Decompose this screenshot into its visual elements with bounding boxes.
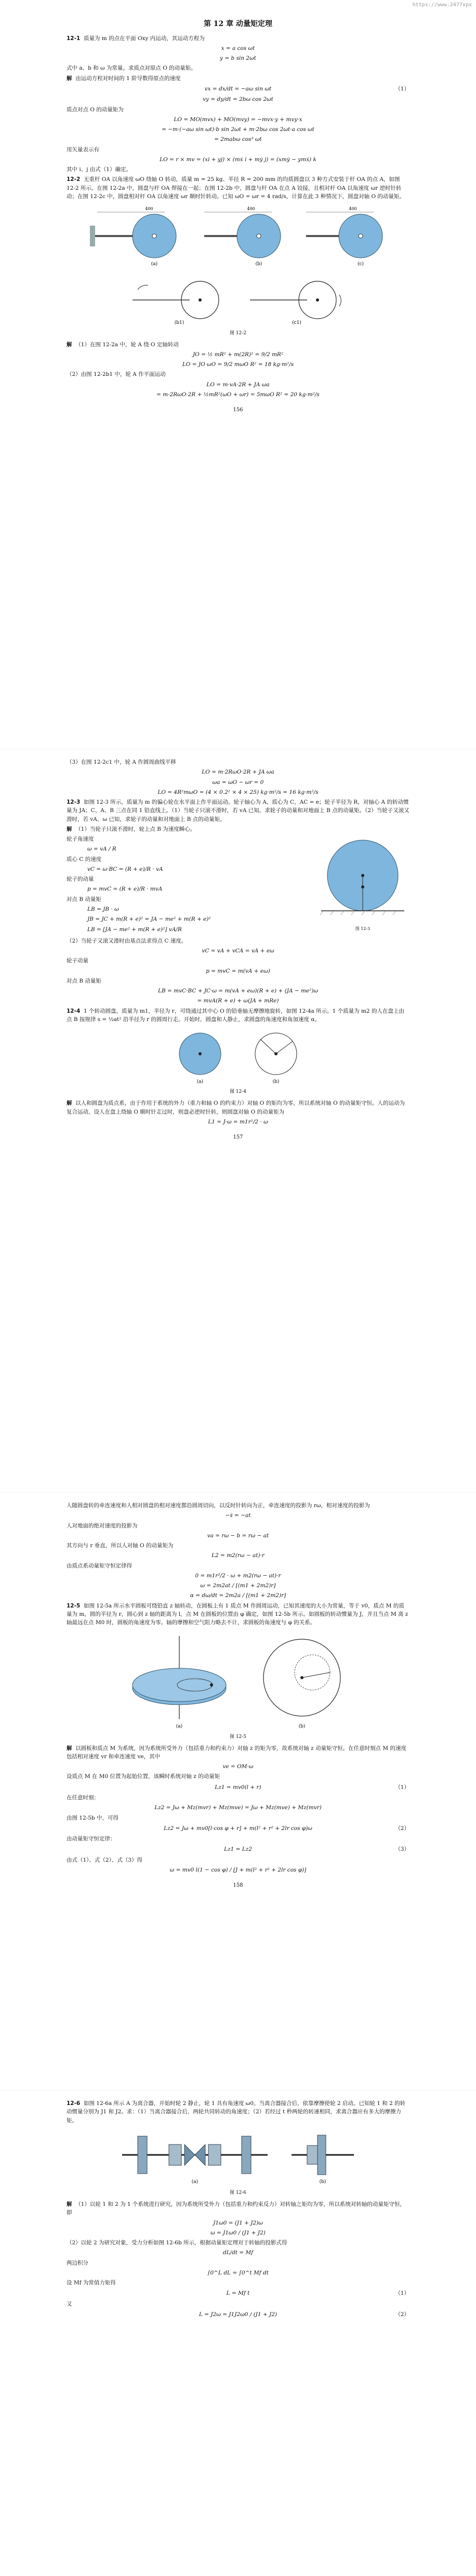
figure-12-4b [245,1028,307,1088]
paragraph: 又 [67,2300,72,2307]
problem-12-2 [67,175,409,201]
subfigure-label: (b) [319,2179,326,2185]
equation: ω = 2m2at / [(m1 + 2m2)r] [200,1583,276,1589]
equation: ve = OM·ω [222,1763,254,1770]
paragraph: 两边积分 [67,2259,88,2266]
problem-label: 12-6 [67,2100,81,2107]
paragraph: 用矢量表示有 [67,146,99,153]
dimension-label: 400 [349,206,357,212]
paragraph: 式中 a、b 和 ω 为常量。求质点对原点 O 的动量矩。 [67,65,196,72]
equation-text: L = Mf t [226,2290,250,2297]
equation [67,1845,409,1853]
dimension-label: 400 [247,206,255,212]
solution-text: （1）当轮子只滚不滑时，轮上点 B 为速度瞬心。 [75,826,196,832]
figure-12-5a [122,1631,236,1732]
problem-text: 质量为 m 的点在平面 Oxy 内运动，其运动方程为 [83,35,205,42]
solution-label: 解 [67,1100,72,1107]
equation: = −m·(−aω sin ωt)·b sin 2ωt + m·2bω cos 2ωt·a cos ωt [162,126,314,133]
equation: vC = vA + vCA = vA + eω [202,948,274,954]
problem-text: 无重杆 OA 以角速度 ωO 绕轴 O 转动，质量 m = 25 kg、半径 R = 200 mm 的均质圆盘以 3 种方式安装于杆 OA 的点 A，如图 12-2 所示。在图 12-2a 中，圆盘与杆 OA 焊接在一起；在图 12-2b 中，圆盘与杆 OA 在点 A 铰接，且相对杆 OA 以角速度 ωr 逆时针转动；在图 12-2c 中，圆盘相对杆 OA 以角速度 ωr 顺时针转动。已知 ωO = ωr = 4 rad/s，计算在此 3 种情况下，圆盘对轴 O 的动量矩。 [67,176,405,200]
paragraph: 其方向与 r 垂直，所以人对轴 O 的动量矩为 [67,1542,174,1549]
equation: L2 = m2(rω − at)·r [211,1552,265,1559]
equation: LO = m·2RωO·2R + JA ωa [202,769,274,776]
figure-12-4a [169,1028,231,1088]
dimension-label: 400 [145,206,153,212]
equation-text: Lz1 = mv0(l + r) [215,1784,261,1790]
equation-text: L = J2ω = J1J2ω0 / (J1 + J2) [199,2311,277,2318]
paragraph: 人对地面的绝对速度的投影为 [67,1522,138,1529]
solution [67,1099,409,1116]
equation: 0 = m1r²/2 · ω + m2(rω − at)·r [195,1572,281,1579]
problem-label: 12-4 [67,1008,81,1014]
equation: α = dω/dt = 2m2a / [(m1 + 2m2)r] [190,1592,286,1599]
equation-number: （2） [395,1825,409,1832]
equation: LB = JB · ω [87,906,119,912]
problem-text: 1 个转动圆盘，质量为 m1，半径为 r，可绕通过其中心 O 的铅垂轴无摩擦地旋转，如图 12-4a 所示。1 个质量为 m2 的人在盘上由点 B 按规律 s = ½at² 沿半径为 r 的圆周行走。开始时，圆盘和人静止，求圆盘的角速度和角加速度 α。 [67,1008,404,1023]
figure-12-5b [250,1631,354,1732]
equation: J1ω0 = (J1 + J2)ω [213,2219,263,2226]
equation-number: （1） [395,1784,409,1790]
equation: = 2mabω cos³ ωt [214,136,262,143]
equation: −ṡ = −at [225,1512,251,1519]
figure-12-2-top [67,205,409,270]
page-3 [67,1500,409,1890]
paragraph: 对点 B 动量矩 [67,896,101,903]
solution-text: （1）以轮 1 和 2 为 1 个系统进行研究，因为系统所受外力（包括重力和约束反力）对转轴之矩均为零，所以系统对转轴的动量矩守恒，即 [67,2201,405,2216]
paragraph: 由图 12-5b 中，可得 [67,1814,118,1821]
equation: dL/dt = Mf [222,2250,254,2256]
equation: L1 = J·ω = m1r²/2 · ω [208,1118,268,1125]
solution-text: 由运动方程对时间的 1 阶导数得原点的速度 [75,75,181,82]
equation: = m·2RωO·2R + ½mR²(ωO + ωr) = 5mωO R² = 20 kg·m²/s [156,391,320,398]
equation-text: Lz2 = Jω + mv0[l·cos φ + r] + m(l² + r² + 2lr cos φ)ω [164,1825,312,1832]
problem-12-6 [67,2099,409,2125]
page-number: 158 [233,1882,243,1889]
equation: x = a cos ωt [221,45,255,51]
solution [67,341,409,349]
paragraph: （2）由图 12-2b1 中，轮 A 作平面运动 [67,371,166,378]
subfigure-label: (a) [196,1079,204,1085]
figure-caption: 图 12-2 [229,330,247,336]
equation: p = mvC = m(vA + eω) [206,967,270,974]
paragraph: （2）以轮 2 为研究对象，受力分析如图 12-6b 所示，根据动量矩定理对于转轴的投影式得 [67,2240,287,2246]
figure-12-4 [67,1028,409,1088]
paragraph: 轮子动量 [67,958,88,964]
page-number: 156 [233,407,243,413]
subfigure-label: (c) [357,261,364,267]
subfigure-label: (a) [176,1724,183,1730]
figure-caption: 图 12-4 [229,1089,247,1095]
equation: LO = MO(mvx) + MO(mvy) = −mvx·y + mvy·x [174,116,302,123]
paragraph: 在任意时刻： [67,1794,99,1801]
solution-text: （1）在图 12-2a 中，轮 A 绕 O 定轴转动 [75,341,179,348]
problem-12-1 [67,34,409,43]
solution-label: 解 [67,2201,72,2207]
page-1 [67,19,409,414]
solution-text: 以人和圆盘为质点系，由于作用于系统的外力（重力和轴 O 的约束力）对轴 O 的矩均为零，所以系统对轴 O 的动量矩守恒。人的运动为复合运动，设人在盘上绕轴 O 顺时针走过时，则盘必逆时针转，则圆盘对轴 O 的动量矩为 [67,1100,405,1115]
solution-label: 解 [67,341,72,348]
solution [67,1744,409,1761]
subfigure-label: (b) [298,1724,306,1730]
solution-label: 解 [67,826,72,832]
problem-12-4 [67,1007,409,1024]
page-2 [67,756,409,1142]
equation: ωa = ωO − ωr = 0 [212,779,264,786]
figure-12-6a [117,2129,273,2189]
equation: LB = [JA − me² + m(R + e)²] vA/R [87,926,182,933]
equation: LO = m·vA·2R + JA ωa [206,381,270,388]
paragraph: 其中 i、j 由式（1）确定。 [67,166,131,173]
equation: ∫0^L dL = ∫0^t Mf dt [207,2269,269,2276]
paragraph: 由质点系动量矩守恒定律得 [67,1562,132,1569]
figure-12-2b1 [127,274,231,329]
paragraph: 设质点 M 在 M0 位置为起始位置，该瞬时系统对轴 z 的动量矩 [67,1773,220,1780]
figure-12-6b [286,2129,359,2189]
source-url: https://www.2477xpx [412,2,472,8]
figure-12-2-bottom [67,274,409,329]
problem-label: 12-5 [67,1602,81,1609]
figure-12-5 [67,1631,409,1732]
paragraph: （2）当轮子又滚又滑时由基点法求得点 C 速度。 [67,937,187,944]
subfigure-label: (a) [191,2179,199,2185]
figure-caption: 图 12-6 [229,2190,247,2196]
page-divider [0,1492,476,1493]
solution [67,825,409,833]
paragraph: 轮子的动量 [67,876,94,883]
equation: = mvA(R + e) + ω(JA + mRe) [197,998,279,1004]
equation: LB = mvC·BC + JC·ω = m(vA + eω)(R + e) + (JA − me²)ω [157,988,319,995]
equation [67,1783,409,1792]
paragraph: 人随圆盘转的牵连速度和人相对圆盘的相对速度都沿圆周切向，以反时针转向为正，牵连速度的投影为 rω，相对速度的投影为 [67,1502,370,1509]
equation: p = mvC = (R + e)/R · mvA [87,886,163,893]
equation: LO = 4R²mωO = (4 × 0.2² × 4 × 25) kg·m²/s = 16 kg·m²/s [157,789,319,795]
problem-12-3 [67,798,409,823]
figure-caption: 图 12-5 [229,1734,247,1740]
equation: LO = r × mv = (xi + yj) × (mẋ i + mẏ j) = (xmẏ − ymẋ) k [160,156,316,163]
subfigure-label: (b) [255,261,262,267]
problem-text: 如图 12-5a 所示水平圆板可绕铅直 z 轴转动，在圆板上有 1 质点 M 作圆周运动，已知其速度的大小为常量，等于 v0，质点 M 的质量为 m，圆的半径为 r，圆心到 z 轴的距离为 l，点 M 在圆板的位置由 φ 确定，如图 12-5b 所示。如圆板的转动惯量为 J，并且当点 M 离 z 轴最远在点 M0 时，圆板的角速度为零。轴的摩擦和空气阻力略去不计，求圆板的角速度与 φ 的关系。 [67,1602,408,1626]
subfigure-label: (a) [151,261,158,267]
equation: JO = ½ mR² + m(2R)² = 9/2 mR² [192,351,284,358]
solution [67,2200,409,2217]
chapter-title: 第 12 章 动量矩定理 [203,20,273,28]
subfigure-label: (c1) [292,320,301,326]
subfigure-label: (b1) [174,320,184,326]
page-4 [67,2098,409,2321]
equation: LO = JO ωO = 9/2 mωO R² = 18 kg·m²/s [182,361,294,368]
figure-12-2b [199,205,287,270]
problem-label: 12-1 [67,35,81,42]
paragraph: 轮子角速度 [67,836,94,843]
equation [67,85,409,93]
solution-text: 以圆板和质点 M 为系统，因为系统所受外力（包括重力和约束力）对轴 z 的矩为零，故系统对轴 z 动量矩守恒。在任意时刻点 M 的速度包括相对速度 vr 和牵连速度 ve，其中 [67,1745,406,1760]
paragraph: 由动量矩守恒定律： [67,1836,116,1842]
equation [67,2289,409,2297]
paragraph: 质点对点 O 的动量矩为 [67,106,124,113]
paragraph: 对点 B 动量矩 [67,977,101,984]
problem-label: 12-3 [67,799,81,806]
paragraph: （3）在图 12-2c1 中，轮 A 作圆周曲线平移 [67,759,176,765]
equation: JB = JC + m(R + e)² = JA − me² + m(R + e)² [87,916,211,923]
equation-text: Lz1 = Lz2 [224,1846,252,1853]
equation: ω = vA / R [87,846,116,853]
page-number: 157 [233,1134,243,1141]
equation-number: （1） [395,2290,409,2297]
problem-text: 如图 12-6a 所示 A 为离合器，开始时轮 2 静止，轮 1 具有角速度 ω0。当离合器接合后，依靠摩擦使轮 2 启动。已知轮 1 和 2 的转动惯量分别为 J1 和 J2。求：（1）当离合器接合后，两轮共同转动的角速度；（2）若经过 t 秒两轮的转速相同，求离合器应有多大的摩擦力矩。 [67,2100,406,2124]
figure-12-2a [87,205,186,270]
paragraph: 质心 C 的速度 [67,856,102,862]
solution-label: 解 [67,1745,72,1751]
figure-12-3 [316,835,409,933]
equation [67,1824,409,1833]
problem-12-5 [67,1602,409,1627]
equation-number: （3） [395,1846,409,1853]
equation-number: （2） [395,2311,409,2318]
problem-text: 如图 12-3 所示，质量为 m 的偏心轮在水平面上作平面运动。轮子轴心为 A，质心为 C，AC = e；轮子半径为 R，对轴心 A 的转动惯量为 JA；C、A、B 三点在同 1 铅直线上。（1）当轮子只滚不滑时，若 vA 已知，求轮子的动量和对地面上 B 点的动量矩。（2）当轮子又滚又滑时，若 vA、ω 已知，求轮子的动量和对地面上 B 点的动量矩。 [67,799,409,822]
equation: ω = mv0 l(1 − cos φ) / [J + m(l² + r² + 2lr cos φ)] [169,1866,307,1873]
equation-text: vx = dx/dt = −aω sin ωt [204,86,272,93]
problem-label: 12-2 [67,176,81,183]
figure-12-6 [67,2129,409,2189]
equation: y = b sin 2ωt [220,55,256,62]
paragraph: 由式（1）、式（2）、式（3）得 [67,1856,143,1863]
equation: vy = dy/dt = 2bω cos 2ωt [203,96,273,103]
solution-label: 解 [67,75,72,82]
equation: ω = J1ω0 / (J1 + J2) [210,2229,266,2236]
equation: va = rω − b = rω − at [207,1532,269,1539]
equation: vC = ω·BC = (R + e)/R · vA [87,866,163,872]
figure-12-2c [301,205,389,270]
solution [67,74,409,83]
equation-number: （1） [395,86,409,93]
paragraph: 设 Mf 为常值力矩得 [67,2280,116,2286]
figure-caption: 图 12-3 [355,926,371,932]
equation: Lz2 = Jω + Mz(mvr) + Mz(mve) = Jω + Mz(mve) + Mz(mvr) [154,1804,322,1811]
figure-12-2c1 [245,274,349,329]
subfigure-label: (b) [272,1079,280,1085]
equation [67,2310,409,2319]
